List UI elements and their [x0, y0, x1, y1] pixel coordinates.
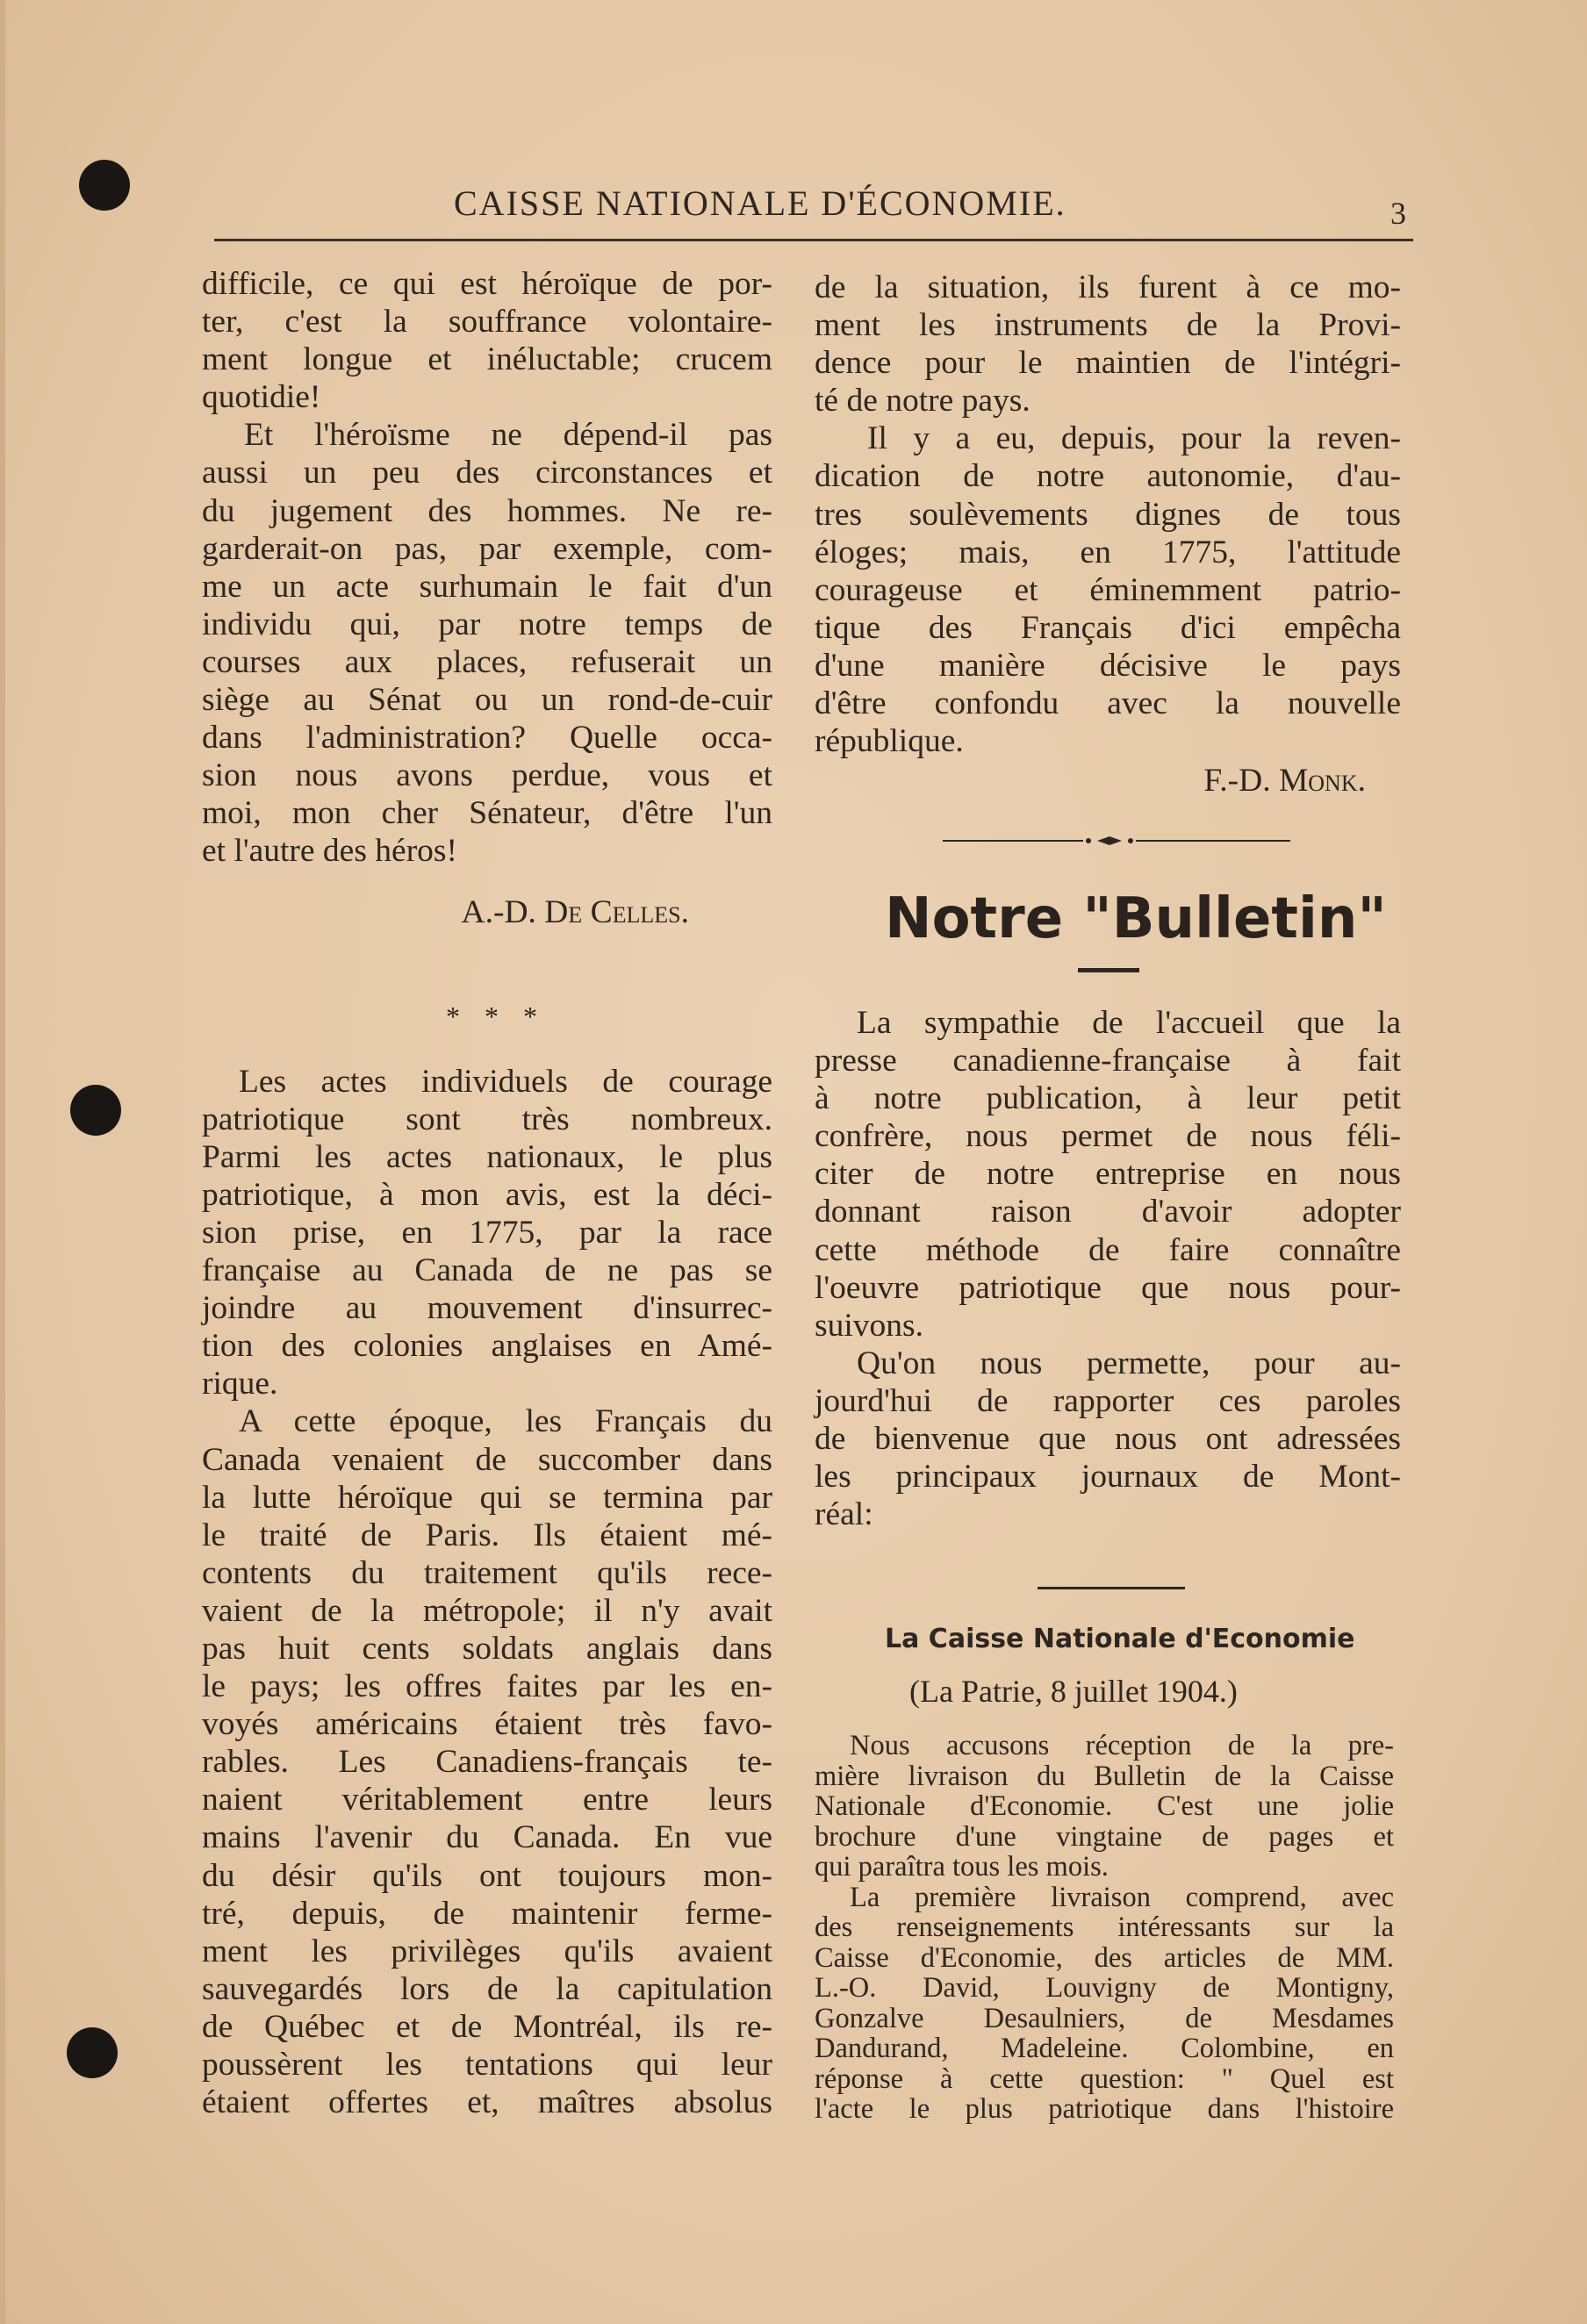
text-line: A cette époque, les Français du: [239, 1403, 772, 1440]
text-line: Il y a eu, depuis, pour la reven-: [867, 420, 1401, 457]
text-line: difficile, ce qui est héroïque de por-: [202, 266, 772, 302]
text-line: de bienvenue que nous ont adressées: [815, 1421, 1401, 1458]
text-line: tres soulèvements dignes de tous: [815, 496, 1401, 533]
text-line: suivons.: [815, 1307, 923, 1344]
text-line: de la situation, ils furent à ce mo-: [815, 269, 1401, 305]
text-line: naient véritablement entre leurs: [202, 1782, 772, 1818]
text-line: à notre publication, à leur petit: [815, 1080, 1401, 1117]
text-line: Et l'héroïsme ne dépend-il pas: [244, 417, 772, 454]
text-line: confrère, nous permet de nous féli-: [815, 1118, 1401, 1155]
text-line: qui paraîtra tous les mois.: [815, 1851, 1109, 1883]
page-edge: [0, 0, 5, 2324]
text-line: siège au Sénat ou un rond-de-cuir: [202, 682, 772, 719]
text-line: ment longue et inéluctable; crucem: [202, 341, 772, 378]
left-column: [202, 265, 772, 2121]
text-line: mains l'avenir du Canada. En vue: [202, 1819, 772, 1856]
text-line: les principaux journaux de Mont-: [815, 1459, 1401, 1496]
text-line: La sympathie de l'accueil que la: [857, 1005, 1401, 1041]
text-line: citer de notre entreprise en nous: [815, 1156, 1401, 1193]
text-line: vaient de la métropole; il n'y avait: [202, 1592, 772, 1629]
signature-de-celles: A.-D. De Celles.: [461, 893, 689, 930]
right-column: [815, 269, 1401, 800]
text-line: Parmi les actes nationaux, le plus: [202, 1138, 772, 1175]
text-line: presse canadienne-française à fait: [815, 1043, 1401, 1080]
running-header: [204, 177, 1406, 231]
left-para-3: [202, 1063, 772, 1403]
text-line: la lutte héroïque qui se termina par: [202, 1479, 772, 1516]
text-line: courageuse et éminemment patrio-: [815, 571, 1401, 608]
ornamental-divider: [943, 832, 1290, 850]
text-line: donnant raison d'avoir adopter: [815, 1194, 1401, 1230]
text-line: réal:: [815, 1496, 873, 1533]
text-line: le pays; les offres faites par les en-: [202, 1668, 772, 1705]
text-line: patriotique, à mon avis, est la déci-: [202, 1176, 772, 1213]
text-line: contents du traitement qu'ils rece-: [202, 1554, 772, 1591]
text-line: Gonzalve Desaulniers, de Mesdames: [815, 2002, 1394, 2034]
text-line: mière livraison du Bulletin de la Caisse: [815, 1760, 1394, 1792]
text-line: La première livraison comprend, avec: [850, 1881, 1394, 1913]
text-line: d'une manière décisive le pays: [815, 647, 1401, 684]
left-para-2: [202, 416, 772, 870]
quote-body: [815, 1731, 1394, 2125]
text-line: brochure d'une vingtaine de pages et: [815, 1820, 1394, 1853]
text-line: tique des Français d'ici empêcha: [815, 609, 1401, 646]
text-line: Canada venaient de succomber dans: [202, 1441, 772, 1478]
text-line: du désir qu'ils ont toujours mon-: [202, 1857, 772, 1894]
quote-heading: La Caisse Nationale d'Economie: [885, 1624, 1355, 1654]
text-line: Nationale d'Economie. C'est une jolie: [815, 1790, 1394, 1822]
text-line: et l'autre des héros!: [202, 833, 458, 870]
text-line: Caisse d'Economie, des articles de MM.: [815, 1941, 1394, 1974]
text-line: l'oeuvre patriotique que nous pour-: [815, 1269, 1401, 1306]
text-line: cette méthode de faire connaître: [815, 1231, 1401, 1268]
right-para-1: [815, 269, 1401, 420]
text-line: voyés américains étaient très favo-: [202, 1706, 772, 1743]
page-number: 3: [1390, 196, 1406, 231]
text-line: pas huit cents soldats anglais dans: [202, 1631, 772, 1667]
right-para-3: [815, 1004, 1401, 1345]
binding-hole-top: [79, 160, 130, 211]
text-line: dans l'administration? Quelle occa-: [202, 720, 772, 757]
text-line: Qu'on nous permette, pour au-: [857, 1345, 1401, 1381]
text-line: des renseignements intéressants sur la: [815, 1912, 1394, 1943]
title-dash: [1078, 968, 1139, 972]
text-line: sauvegardés lors de la capitulation: [202, 1970, 772, 2007]
text-line: de Québec et de Montréal, ils re-: [202, 2008, 772, 2045]
text-line: courses aux places, refuserait un: [202, 643, 772, 680]
text-line: té de notre pays.: [815, 383, 1030, 420]
text-line: dication de notre autonomie, d'au-: [815, 458, 1401, 495]
text-line: éloges; mais, en 1775, l'attitude: [815, 534, 1401, 570]
text-line: rables. Les Canadiens-français te-: [202, 1744, 772, 1781]
text-line: Les actes individuels de courage: [239, 1063, 772, 1100]
signature-monk: F.-D. Monk.: [1203, 763, 1366, 800]
text-line: ment les privilèges qu'ils avaient: [202, 1933, 772, 1969]
header-rule: [214, 239, 1413, 241]
text-line: ment les instruments de la Provi-: [815, 307, 1401, 344]
quote-source: (La Patrie, 8 juillet 1904.): [909, 1674, 1238, 1709]
text-line: française au Canada de ne pas se: [202, 1252, 772, 1289]
left-para-1: [202, 265, 772, 416]
text-line: moi, mon cher Sénateur, d'être l'un: [202, 795, 772, 832]
text-line: joindre au mouvement d'insurrec-: [202, 1290, 772, 1327]
right-column-lower: [815, 1004, 1401, 1533]
quote-para-2: [815, 1883, 1394, 2125]
text-line: ter, c'est la souffrance volontaire-: [202, 304, 772, 341]
right-para-4: [815, 1345, 1401, 1533]
text-line: dence pour le maintien de l'intégri-: [815, 345, 1401, 382]
text-line: le traité de Paris. Ils étaient mé-: [202, 1517, 772, 1553]
text-line: Nous accusons réception de la pre-: [850, 1730, 1394, 1761]
text-line: tion des colonies anglaises en Amé-: [202, 1328, 772, 1365]
binding-hole-bottom: [67, 2027, 118, 2078]
text-line: sion prise, en 1775, par la race: [202, 1214, 772, 1251]
text-line: tré, depuis, de maintenir ferme-: [202, 1895, 772, 1932]
text-line: sion nous avons perdue, vous et: [202, 757, 772, 794]
text-line: aussi un peu des circonstances et: [202, 455, 772, 491]
text-line: garderait-on pas, par exemple, com-: [202, 530, 772, 567]
text-line: individu qui, par notre temps de: [202, 606, 772, 642]
right-para-2: [815, 420, 1401, 760]
text-line: réponse à cette question: " Quel est: [815, 2062, 1394, 2095]
text-line: poussèrent les tentations qui leur: [202, 2047, 772, 2084]
section-title: Notre "Bulletin": [885, 886, 1387, 951]
text-line: d'être confondu avec la nouvelle: [815, 685, 1401, 722]
text-line: quotidie!: [202, 379, 321, 416]
text-line: du jugement des hommes. Ne re-: [202, 492, 772, 529]
text-line: L.-O. David, Louvigny de Montigny,: [815, 1972, 1394, 2004]
text-line: patriotique sont très nombreux.: [202, 1101, 772, 1137]
text-line: étaient offertes et, maîtres absolus: [202, 2084, 772, 2121]
text-line: république.: [815, 723, 964, 760]
binding-hole-middle: [70, 1085, 121, 1136]
left-para-4: [202, 1402, 772, 2121]
section-separator: * * *: [446, 1001, 546, 1032]
text-line: jourd'hui de rapporter ces paroles: [815, 1382, 1401, 1419]
text-line: rique.: [202, 1366, 278, 1402]
quote-rule: [1038, 1587, 1185, 1589]
quote-para-1: [815, 1731, 1394, 1883]
text-line: Dandurand, Madeleine. Colombine, en: [815, 2033, 1394, 2064]
text-line: l'acte le plus patriotique dans l'histoire: [815, 2093, 1394, 2125]
header-title: CAISSE NATIONALE D'ÉCONOMIE.: [454, 183, 1066, 223]
text-line: me un acte surhumain le fait d'un: [202, 568, 772, 605]
